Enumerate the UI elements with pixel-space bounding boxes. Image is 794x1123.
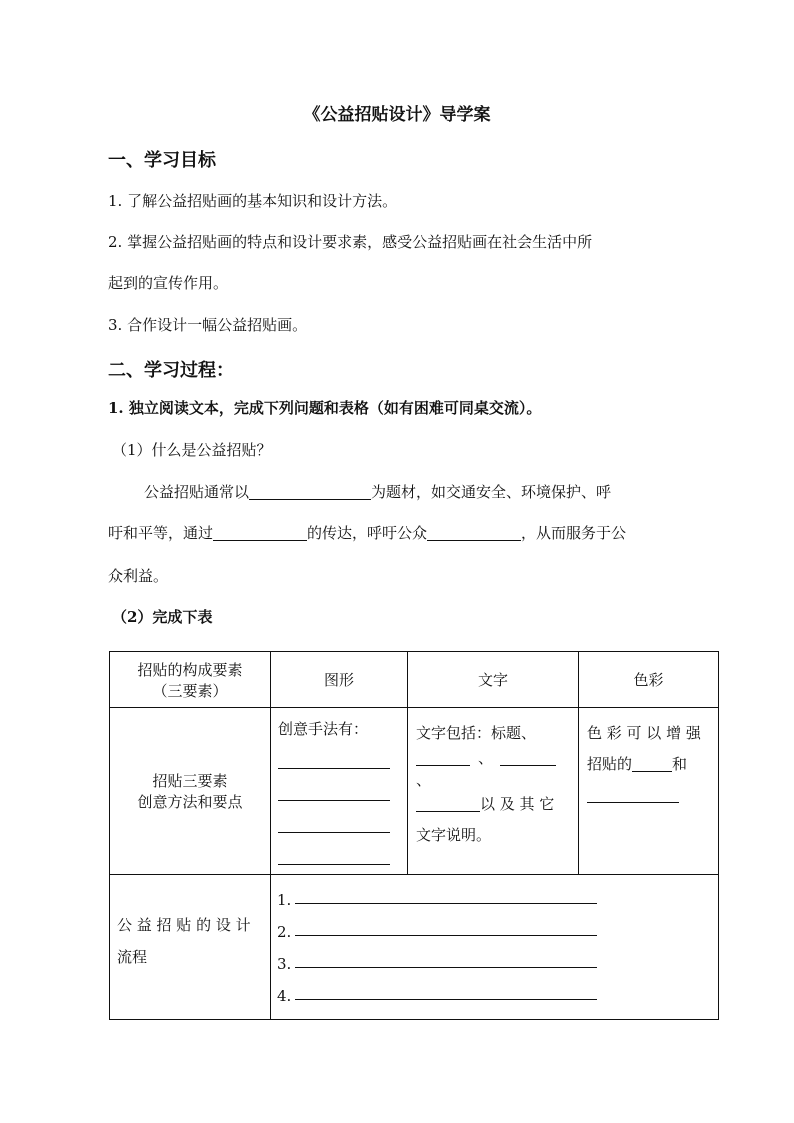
cell-graphic <box>271 708 408 875</box>
graphic-prompt: 创意手法有： <box>278 720 369 738</box>
header-elements-line1: 招贴的构成要素 <box>137 660 243 679</box>
answer-line[interactable] <box>295 902 597 904</box>
flow-label-line2: 流程 <box>117 948 148 966</box>
answer-blank-topic[interactable] <box>249 483 371 500</box>
row-label-flow <box>110 875 271 1020</box>
fill-line-2 <box>108 522 626 543</box>
answer-blank-call[interactable] <box>427 524 521 541</box>
cell-flow-steps <box>271 875 719 1020</box>
answer-blank-title[interactable] <box>416 749 470 766</box>
answer-blank-text[interactable] <box>500 749 556 766</box>
flow-step-number: 3. <box>277 955 292 973</box>
section-heading-process: 二、学习过程： <box>108 360 234 381</box>
goal-item-1: 1. 了解公益招贴画的基本知识和设计方法。 <box>108 192 398 210</box>
answer-line[interactable] <box>278 831 390 833</box>
goal-item-2: 2. 掌握公益招贴画的特点和设计要求素，感受公益招贴画在社会生活中所 <box>108 233 593 251</box>
fill-text: 为题材，如交通安全、环境保护、呼 <box>371 483 612 501</box>
goal-item-2-cont: 起到的宣传作用。 <box>108 274 229 292</box>
question-2: （2）完成下表 <box>112 608 213 626</box>
answer-blank-color2[interactable] <box>587 786 679 803</box>
fill-line-1 <box>144 481 611 502</box>
task-instruction: 1. 独立阅读文本，完成下列问题和表格（如有困难可同桌交流）。 <box>108 399 542 417</box>
row-label-line1: 招贴三要素 <box>152 772 228 790</box>
answer-line[interactable] <box>278 863 390 865</box>
elements-table <box>109 651 719 1020</box>
fill-line-3: 众利益。 <box>108 567 169 585</box>
answer-line[interactable] <box>278 767 390 769</box>
header-color: 色彩 <box>579 652 719 708</box>
flow-step-number: 4. <box>277 987 292 1005</box>
answer-line[interactable] <box>295 966 597 968</box>
color-prompt: 色 彩 可 以 增 强 <box>587 724 701 742</box>
fill-text: 公益招贴通常以 <box>144 483 250 501</box>
separator: 、 <box>416 771 432 789</box>
row-label-method <box>110 708 271 875</box>
flow-step[interactable] <box>277 941 718 973</box>
header-elements <box>110 652 271 708</box>
goal-item-3: 3. 合作设计一幅公益招贴画。 <box>108 316 308 334</box>
header-text: 文字 <box>408 652 579 708</box>
fill-text: 的传达，呼吁公众 <box>307 524 428 542</box>
text-prompt: 文字包括：标题、 <box>416 724 537 742</box>
fill-text: 吁和平等，通过 <box>108 524 214 542</box>
separator: 、 <box>478 749 494 767</box>
answer-line[interactable] <box>295 934 597 936</box>
color-prompt-2: 招贴的 <box>587 755 633 773</box>
text-other: 以 及 其 它 <box>480 795 555 813</box>
flow-label-line1: 公 益 招 贴 的 设 计 <box>117 916 251 934</box>
section-heading-goals: 一、学习目标 <box>108 150 216 171</box>
answer-blank-means[interactable] <box>213 524 307 541</box>
cell-text <box>408 708 579 875</box>
row-label-line2: 创意方法和要点 <box>137 793 243 811</box>
header-elements-line2: （三要素） <box>152 681 228 700</box>
flow-step-number: 2. <box>277 923 292 941</box>
flow-step-number: 1. <box>277 891 292 909</box>
answer-line[interactable] <box>295 998 597 1000</box>
answer-blank-color1[interactable] <box>632 755 672 772</box>
flow-step[interactable] <box>277 973 718 1005</box>
document-title: 《公益招贴设计》导学案 <box>303 105 491 125</box>
answer-blank-text2[interactable] <box>416 795 480 812</box>
text-note: 文字说明。 <box>416 826 492 844</box>
flow-step[interactable] <box>277 885 718 909</box>
header-graphic: 图形 <box>271 652 408 708</box>
answer-line[interactable] <box>278 799 390 801</box>
color-and: 和 <box>672 755 688 773</box>
question-1: （1）什么是公益招贴？ <box>112 441 272 459</box>
fill-text: ，从而服务于公 <box>521 524 627 542</box>
flow-step[interactable] <box>277 909 718 941</box>
cell-color <box>579 708 719 875</box>
